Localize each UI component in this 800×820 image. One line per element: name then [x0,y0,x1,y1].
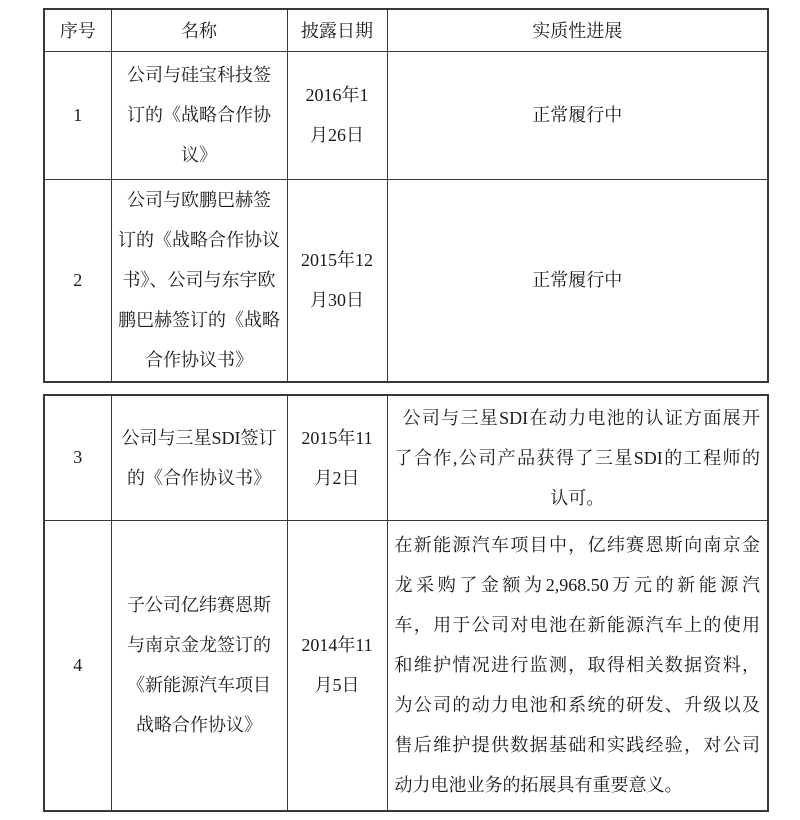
table-row-1 [44,51,768,179]
text-line: 月5日 [314,675,360,696]
date-cell [287,520,387,811]
text-line: 合作协议书》 [145,350,253,371]
text-line: 动力电池业务的拓展具有重要意义。 [394,775,683,796]
text-line: 战略合作协议》 [136,715,262,736]
date-cell [287,51,387,179]
text-line: 龙采购了金额为2,968.50万元的新能源汽 [394,575,760,596]
column-header-progress: 实质性进展 [387,9,768,51]
name-cell [111,520,287,811]
text-line: 为公司的动力电池和系统的研发、升级以及 [394,695,760,716]
serial-cell: 2 [44,179,111,382]
progress-cell [387,395,768,520]
text-line: 正常履行中 [532,270,623,291]
column-header-serial: 序号 [44,9,111,51]
text-line: 书》、公司与东宇欧 [122,270,276,291]
text-line: 在新能源汽车项目中，亿纬赛恩斯向南京金 [394,535,760,556]
table-row-3 [44,395,768,520]
date-cell [287,395,387,520]
text-line: 正常履行中 [532,105,623,125]
agreements-table-part1 [43,8,769,383]
text-line: 公司与三星SDI在动力电池的认证方面展开 [402,407,760,428]
progress-cell [387,520,768,811]
date-cell [287,179,387,382]
text-line: 月30日 [310,290,364,311]
serial-cell: 3 [44,395,111,520]
table-row-4 [44,520,768,811]
serial-cell: 1 [44,51,111,179]
text-line: 订的《战略合作协 [127,105,271,125]
table-header-row [44,9,768,51]
text-line: 子公司亿纬赛恩斯 [127,595,271,616]
text-line: 售后维护提供数据基础和实践经验，对公司 [394,735,760,756]
agreements-table-part2 [43,394,769,812]
text-line: 认可。 [550,487,605,508]
text-line: 2015年12 [301,250,373,271]
progress-cell [387,51,768,179]
text-line: 《新能源汽车项目 [127,675,271,696]
text-line: 月26日 [310,125,364,145]
text-line: 和维护情况进行监测，取得相关数据资料， [394,655,760,676]
text-line: 订的《战略合作协议 [118,230,280,251]
table-row-2 [44,179,768,382]
text-line: 了合作,公司产品获得了三星SDI的工程师的 [394,447,760,468]
text-line: 公司与硅宝科技签 [127,65,271,85]
text-line: 议》 [181,145,217,165]
column-header-date: 披露日期 [287,9,387,51]
progress-cell [387,179,768,382]
text-line: 2014年11 [301,635,373,656]
text-line: 公司与三星SDI签订 [121,427,277,448]
name-cell [111,179,287,382]
text-line: 月2日 [314,467,360,488]
name-cell [111,395,287,520]
text-line: 公司与欧鹏巴赫签 [127,190,271,211]
text-line: 2015年11 [301,427,373,448]
name-cell [111,51,287,179]
text-line: 与南京金龙签订的 [127,635,271,656]
column-header-name: 名称 [111,9,287,51]
text-line: 鹏巴赫签订的《战略 [118,310,280,331]
serial-cell: 4 [44,520,111,811]
text-line: 的《合作协议书》 [127,467,271,488]
text-line: 车，用于公司对电池在新能源汽车上的使用 [394,615,760,636]
text-line: 2016年1 [305,85,369,105]
